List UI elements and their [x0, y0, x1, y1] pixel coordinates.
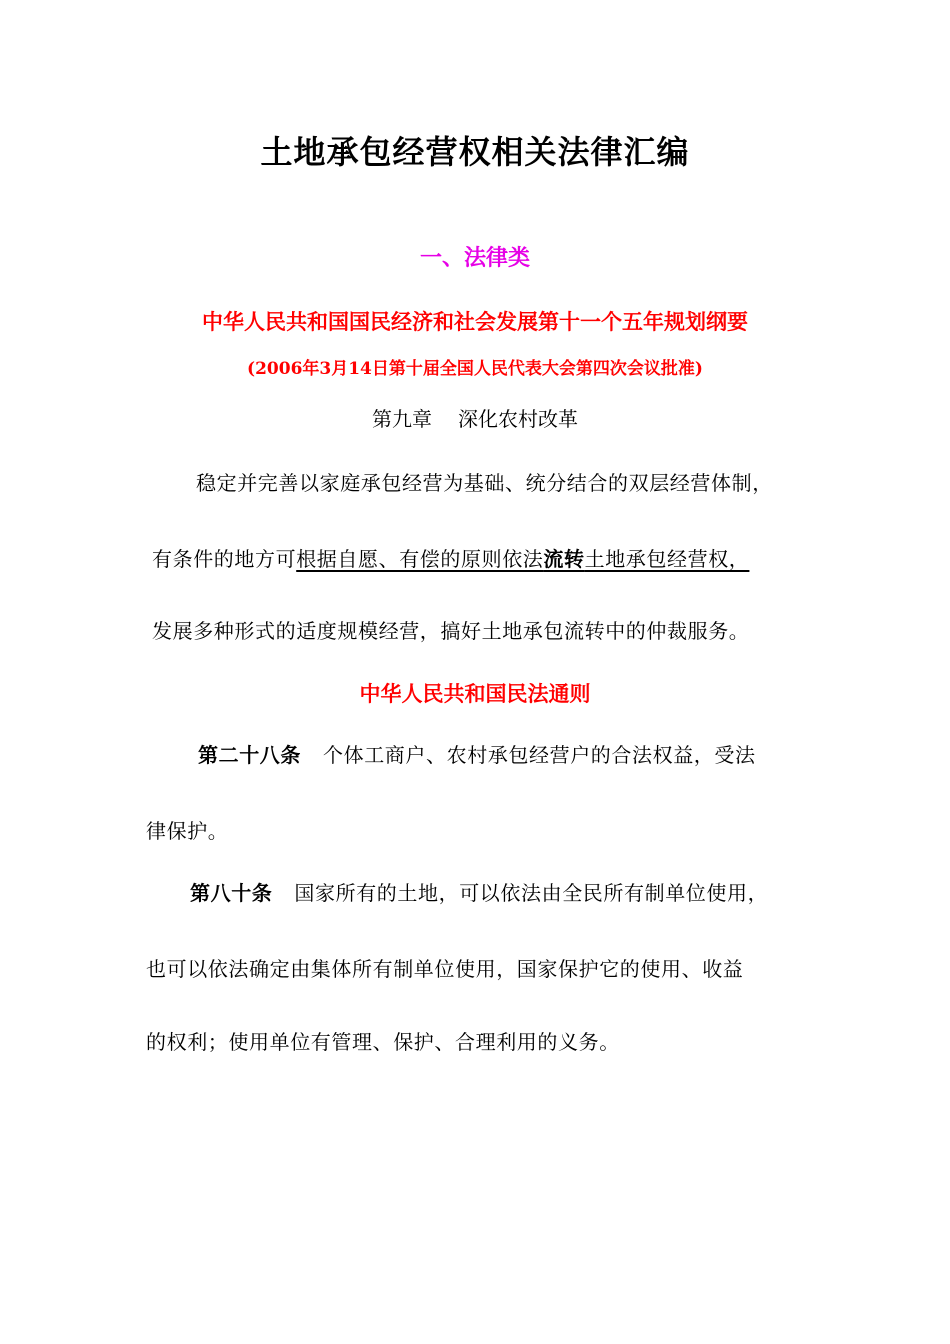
- paragraph-text: 土地承包经营权，: [584, 547, 750, 571]
- article-text: 国家所有的土地，可以依法由全民所有制单位使用，: [294, 881, 769, 905]
- law-title-five-year-plan: 中华人民共和国国民经济和社会发展第十一个五年规划纲要: [202, 309, 748, 334]
- article-28-line: 律保护。: [146, 819, 229, 843]
- paragraph-line: 稳定并完善以家庭承包经营为基础、统分结合的双层经营体制，: [196, 471, 773, 495]
- underlined-phrase: [296, 547, 749, 571]
- chapter-name: 深化农村改革: [458, 407, 578, 431]
- bold-term-transfer: 流转: [543, 547, 585, 571]
- article-80-line: 也可以依法确定由集体所有制单位使用，国家保护它的使用、收益: [146, 957, 744, 981]
- paragraph-line: 发展多种形式的适度规模经营，搞好土地承包流转中的仲裁服务。: [152, 619, 750, 643]
- paragraph-line: [152, 549, 749, 569]
- article-text: 个体工商户、农村承包经营户的合法权益，受法: [323, 743, 756, 767]
- paragraph-text: 根据自愿、有偿的原则依法: [296, 547, 544, 571]
- section-heading: 一、法律类: [419, 245, 530, 271]
- document-title: 土地承包经营权相关法律汇编: [260, 133, 690, 171]
- article-label: 第八十条: [190, 881, 273, 905]
- law-approval-note: (2006年3月14日第十届全国人民代表大会第四次会议批准): [247, 359, 703, 379]
- paragraph-text: 有条件的地方可: [152, 547, 297, 571]
- chapter-number: 第九章: [372, 407, 432, 431]
- article-28-line: [198, 745, 756, 765]
- article-80-line: 的权利；使用单位有管理、保护、合理利用的义务。: [146, 1030, 620, 1054]
- law-title-civil-law: 中华人民共和国民法通则: [359, 681, 591, 706]
- article-label: 第二十八条: [198, 743, 301, 767]
- article-80-line: [190, 883, 768, 903]
- chapter-heading: [0, 409, 950, 429]
